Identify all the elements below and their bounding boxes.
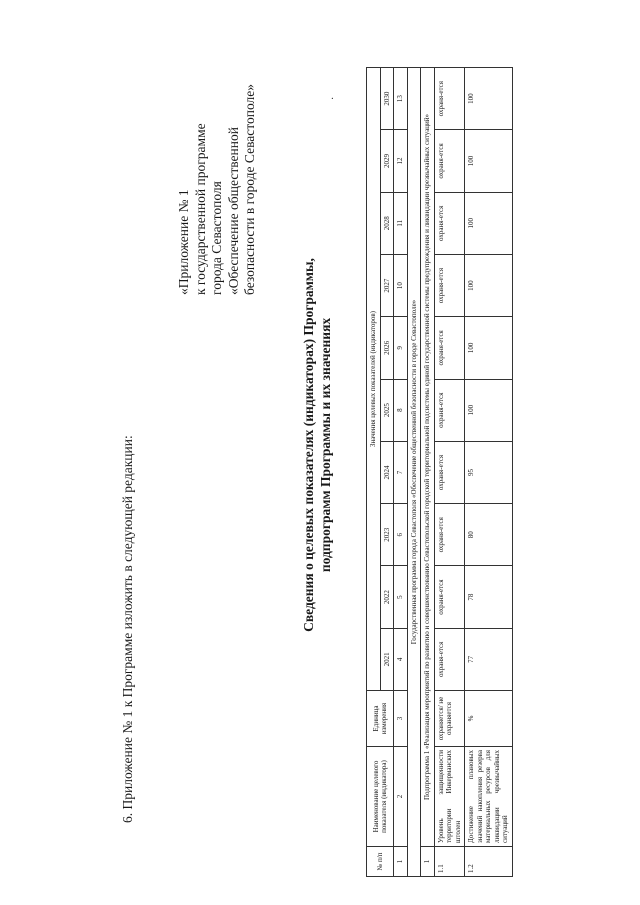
row-name: Уровень защищенности территории Инкерманских штолен — [434, 747, 465, 847]
row-value: 80 — [465, 504, 513, 566]
row-num: 1.2 — [465, 847, 513, 877]
appendix-line: «Приложение № 1 — [176, 189, 191, 295]
header-num: № п/п — [367, 847, 394, 877]
row-value: охраня-ется — [434, 130, 465, 192]
col-number: 7 — [394, 441, 408, 503]
table-header-row — [367, 68, 381, 877]
row-value: 95 — [465, 441, 513, 503]
col-number: 10 — [394, 254, 408, 316]
program-row — [407, 68, 421, 877]
row-value: охраня-ется — [434, 566, 465, 628]
title-line: подпрограмм Программы и их значениях — [318, 317, 333, 573]
row-value: 100 — [465, 68, 513, 130]
stray-mark: · — [328, 96, 339, 100]
row-value: 100 — [465, 192, 513, 254]
col-number: 12 — [394, 130, 408, 192]
row-value: охраня-ется — [434, 192, 465, 254]
header-name: Наименование целевого показателя (индикатора) — [367, 747, 394, 847]
row-value: охраня-ется — [434, 379, 465, 441]
row-value: охраня-ется — [434, 317, 465, 379]
year-header: 2025 — [380, 379, 394, 441]
subprogram-num: 1 — [421, 847, 435, 877]
row-value: 78 — [465, 566, 513, 628]
col-number: 8 — [394, 379, 408, 441]
row-value: 77 — [465, 628, 513, 690]
appendix-header — [176, 84, 259, 295]
row-value: 100 — [465, 317, 513, 379]
header-unit: Единица измерения — [367, 691, 394, 747]
col-number: 3 — [394, 691, 408, 747]
appendix-line: к государственной программе — [192, 123, 208, 295]
column-number-row — [394, 68, 408, 877]
appendix-line: «Обеспечение общественной — [225, 127, 241, 295]
subprogram-row — [421, 68, 435, 877]
year-header: 2027 — [380, 254, 394, 316]
row-value: 100 — [465, 130, 513, 192]
col-number: 11 — [394, 192, 408, 254]
col-number: 6 — [394, 504, 408, 566]
title-line: Сведения о целевых показателях (индикаторах) Программы, — [301, 258, 316, 632]
row-name: Достижение плановых значений накопления резерва материальных ресурсов для ликвидации чрезвычайных ситуаций — [465, 747, 513, 847]
year-header: 2022 — [380, 566, 394, 628]
col-number: 9 — [394, 317, 408, 379]
year-header: 2026 — [380, 317, 394, 379]
row-value: 100 — [465, 379, 513, 441]
row-value: 100 — [465, 254, 513, 316]
appendix-line: безопасности в городе Севастополе» — [242, 84, 257, 295]
document-title — [300, 165, 334, 725]
table-row — [434, 68, 465, 877]
subprogram-title: Подпрограмма 1 «Реализация мероприятий по развитию и совершенствованию Севастопольской городской территориальной подсистемы единой государственной системы предупреждения и ликвидации чрезвычайных ситуаций» — [421, 68, 435, 847]
year-header: 2028 — [380, 192, 394, 254]
year-header: 2030 — [380, 68, 394, 130]
year-header: 2024 — [380, 441, 394, 503]
row-unit: % — [465, 691, 513, 747]
header-values-group: Значения целевых показателей (индикаторов) — [367, 68, 381, 691]
row-value: охраня-ется — [434, 504, 465, 566]
row-value: охраня-ется — [434, 254, 465, 316]
intro-text: 6. Приложение № 1 к Программе изложить в следующей редакции: — [120, 435, 135, 823]
col-number: 4 — [394, 628, 408, 690]
row-value: охраня-ется — [434, 628, 465, 690]
year-header: 2029 — [380, 130, 394, 192]
row-value: охраня-ется — [434, 68, 465, 130]
row-num: 1.1 — [434, 847, 465, 877]
col-number: 13 — [394, 68, 408, 130]
row-unit: охраняется/ не охраняется — [434, 691, 465, 747]
col-number: 5 — [394, 566, 408, 628]
table-row — [465, 68, 513, 877]
appendix-line: города Севастополя — [209, 181, 224, 295]
year-header: 2021 — [380, 628, 394, 690]
year-header: 2023 — [380, 504, 394, 566]
col-number: 1 — [394, 847, 408, 877]
program-title: Государственная программа города Севастополя «Обеспечение общественной безопасности в городе Севастополе» — [407, 68, 421, 877]
indicators-table — [366, 67, 513, 877]
row-value: охраня-ется — [434, 441, 465, 503]
col-number: 2 — [394, 747, 408, 847]
